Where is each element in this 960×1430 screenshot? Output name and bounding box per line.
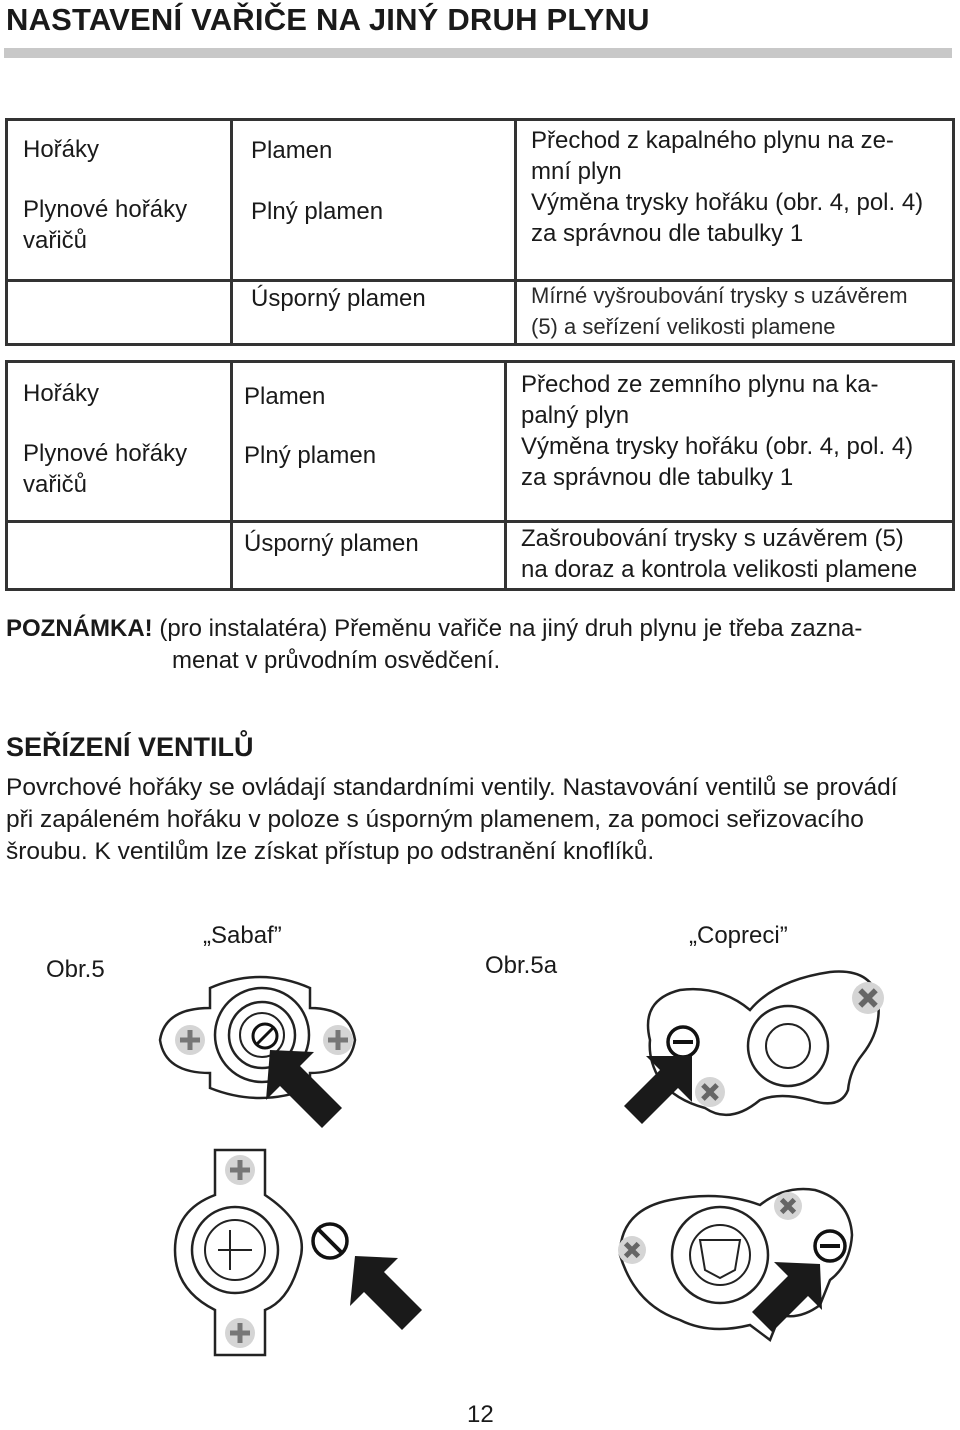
table2-col1-sub2: vařičů [23,471,88,498]
screw-plus-icon-bottom [225,1318,255,1348]
copreci-valve-diagram-top [610,960,900,1130]
table-natural-gas-to-lpg [5,360,955,591]
copreci-valve-diagram-bottom [600,1160,900,1370]
sabaf-valve-diagram-top [150,968,390,1128]
section-title: SEŘÍZENÍ VENTILŮ [6,732,254,762]
table1-col2-head: Plamen [251,137,333,164]
table2-col3-eco2: na doraz a kontrola velikosti plamene [521,556,918,583]
note-line2: menat v průvodním osvědčení. [172,647,501,674]
arrow-icon [350,1256,422,1330]
figure-brand-sabaf: „Sabaf” [203,922,282,949]
table1-col1-sub2: vařičů [23,227,88,254]
paragraph-line1: Povrchové hořáky se ovládají standardními ventily. Nastavování ventilů se provádí [6,774,898,801]
note-line1: (pro instalatéra) Přeměnu vařiče na jiný druh plynu je třeba zazna- [152,615,863,642]
screw-plus-icon-right [323,1025,353,1055]
table2-col2-eco: Úsporný plamen [244,530,419,557]
table1-col3-eco1: Mírné vyšroubování trysky s uzávěrem [531,283,908,308]
figure-brand-copreci: „Copreci” [689,922,788,949]
paragraph-line2: při zapáleném hořáku v poloze s úsporným plamenem, za pomoci seřizovacího [6,806,864,833]
installer-note [6,613,862,677]
screw-cross-icon-top [774,1192,802,1220]
screw-cross-icon-bottom [695,1077,725,1107]
table2-col1-head: Hořáky [23,380,100,407]
section-paragraph [6,772,956,868]
title-underline [4,48,952,58]
table1-col3-line4: za správnou dle tabulky 1 [531,220,804,247]
adjustment-screw-icon [668,1027,698,1057]
screw-plus-icon-top [225,1155,255,1185]
table2-col3-line1: Přechod ze zemního plynu na ka- [521,371,879,398]
table1-col3-line3: Výměna trysky hořáku (obr. 4, pol. 4) [531,189,924,216]
table2-col3-line2: palný plyn [521,402,630,429]
table2-col2-full: Plný plamen [244,442,377,469]
arrow-icon [624,1056,692,1124]
adjustment-screw-icon [253,1024,277,1048]
screw-cross-icon-top [852,982,884,1014]
screw-plus-icon-left [175,1025,205,1055]
table1-col1-head: Hořáky [23,136,100,163]
paragraph-line3: šroubu. K ventilům lze získat přístup po odstranění knoflíků. [6,838,655,865]
table1-col2-eco: Úsporný plamen [251,285,426,312]
sabaf-valve-diagram-bottom [170,1140,430,1370]
table-lpg-to-natural-gas [5,118,955,346]
table1-col3-line2: mní plyn [531,158,622,185]
figure-label-obr5: Obr.5 [46,956,105,983]
figure-label-obr5a: Obr.5a [485,952,558,979]
table2-col3-line3: Výměna trysky hořáku (obr. 4, pol. 4) [521,433,914,460]
adjustment-screw-icon [815,1231,845,1261]
page-number: 12 [467,1401,494,1428]
table1-col2-full: Plný plamen [251,198,384,225]
page-title: NASTAVENÍ VAŘIČE NA JINÝ DRUH PLYNU [6,2,650,37]
table1-col3-eco2: (5) a seřízení velikosti plamene [531,314,836,339]
table2-col2-head: Plamen [244,383,326,410]
note-label: POZNÁMKA! [6,615,153,642]
table2-col3-eco1: Zašroubování trysky s uzávěrem (5) [521,525,904,552]
screw-cross-icon-left [618,1236,646,1264]
table1-col3-line1: Přechod z kapalného plynu na ze- [531,127,894,154]
table2-col1-sub1: Plynové hořáky [23,440,188,467]
table2-col3-line4: za správnou dle tabulky 1 [521,464,794,491]
adjustment-screw-icon [313,1224,347,1258]
table1-col1-sub1: Plynové hořáky [23,196,188,223]
